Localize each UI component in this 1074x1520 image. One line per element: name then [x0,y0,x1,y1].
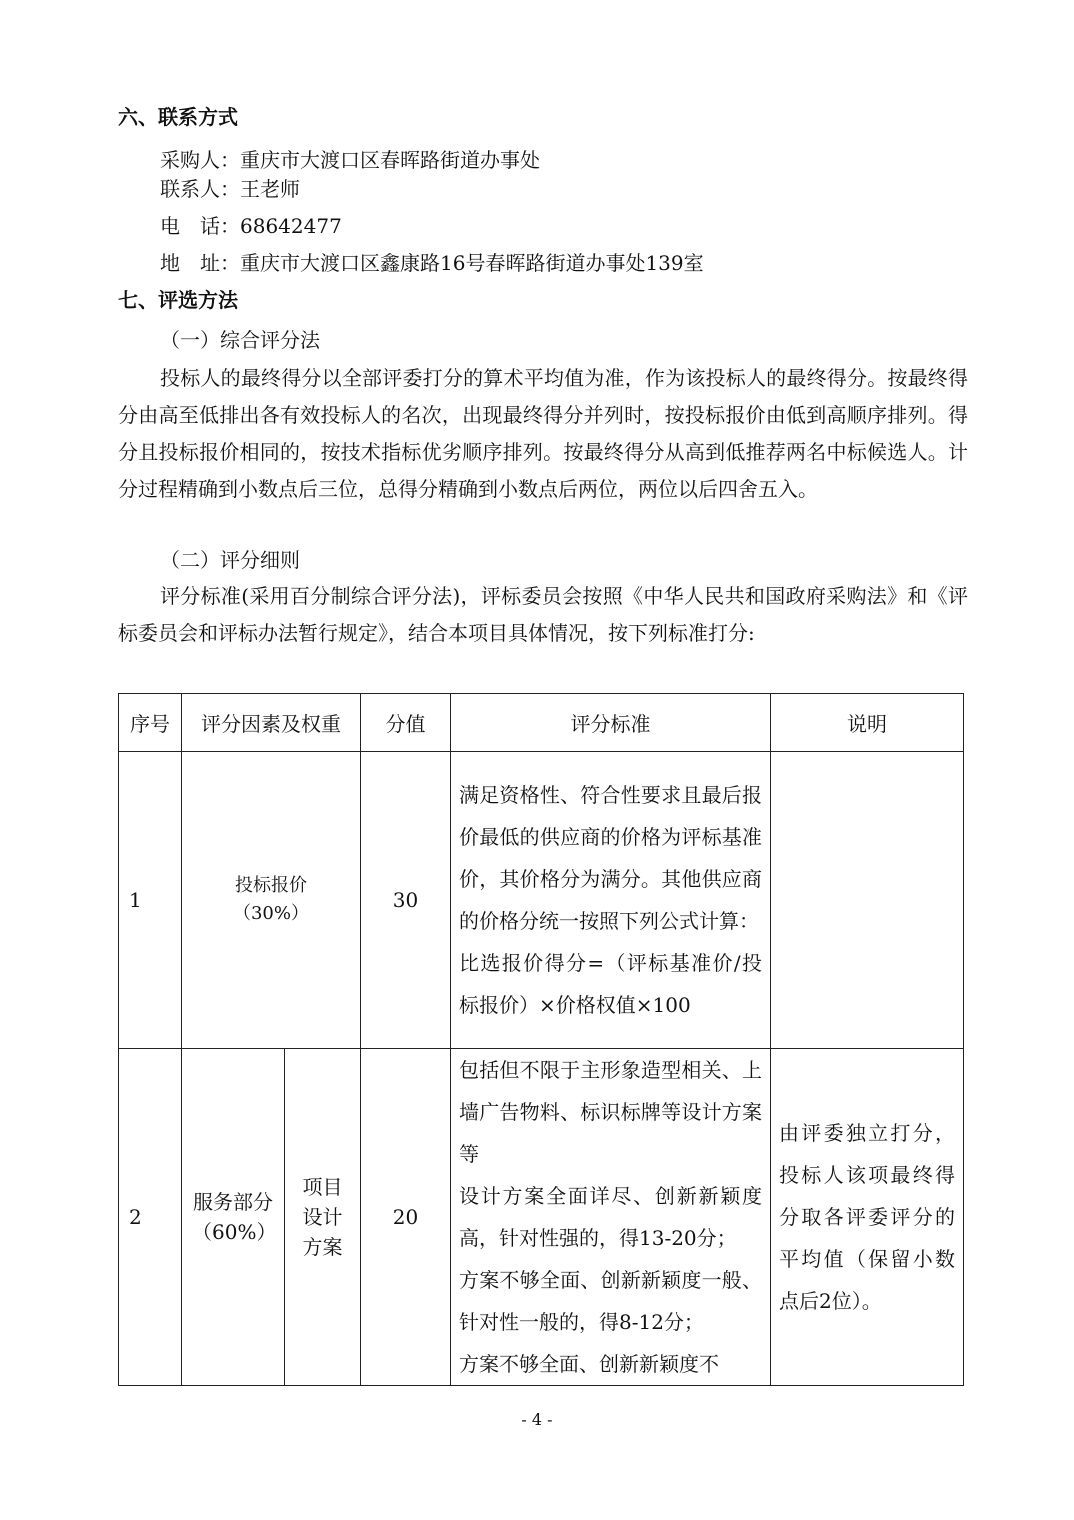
section-6-title: 六、联系方式 [118,105,238,129]
header-score: 分值 [361,694,451,752]
row2-criteria-high: 设计方案全面详尽、创新新颖度高，针对性强的，得13-20分； [459,1184,762,1250]
row2-factor-sub: 项目设计方案 [285,1049,361,1386]
header-seq: 序号 [119,694,182,752]
contact-line: 联系人：王老师 [160,177,300,201]
page-number: - 4 - [521,1410,553,1429]
row2-criteria-scope: 包括但不限于主形象造型相关、上墙广告物料、标识标牌等设计方案等 [459,1058,762,1166]
scoring-standard-paragraph: 评分标准(采用百分制综合评分法)，评标委员会按照《中华人民共和国政府采购法》和《评标委员会和评标办法暂行规定》，结合本项目具体情况，按下列标准打分: [118,584,968,645]
row1-factor [182,752,361,1049]
purchaser-line: 采购人：重庆市大渡口区春晖路街道办事处 [160,148,540,172]
row1-seq: 1 [119,752,182,1049]
row2-score: 20 [361,1049,451,1386]
row1-factor-name: 投标报价 [235,875,307,896]
scoring-method-paragraph: 投标人的最终得分以全部评委打分的算术平均值为准，作为该投标人的最终得分。按最终得分由高至低排出各有效投标人的名次，出现最终得分并列时，按投标报价由低到高顺序排列。得分且投标报价相同的，按技术指标优劣顺序排列。按最终得分从高到低推荐两名中标候选人。计分过程精确到小数点后三位，总得分精确到小数点后两位，两位以后四舍五入。 [118,366,968,501]
row1-criteria-cell [451,752,771,1049]
subsection-2-title: （二）评分细则 [160,548,300,572]
phone-line: 电 话：68642477 [160,214,342,238]
scoring-table [118,693,964,1386]
row2-criteria-cell [451,1049,771,1386]
row1-formula: 比选报价得分=（评标基准价/投标报价）×价格权值×100 [459,951,762,1017]
row2-criteria-mid: 方案不够全面、创新新颖度一般、针对性一般的，得8-12分； [459,1268,762,1334]
row1-factor-weight: （30%） [232,903,309,924]
header-factor: 评分因素及权重 [182,694,361,752]
row1-criteria: 满足资格性、符合性要求且最后报价最低的供应商的价格为评标基准价，其价格分为满分。其他供应商的价格分统一按照下列公式计算： [459,783,762,933]
subsection-1-title: （一）综合评分法 [160,328,320,352]
table-row [119,752,964,1049]
address-line: 地 址：重庆市大渡口区鑫康路16号春晖路街道办事处139室 [160,251,704,275]
row2-seq: 2 [119,1049,182,1386]
row1-score: 30 [361,752,451,1049]
row2-criteria-low: 方案不够全面、创新新颖度不 [459,1352,719,1376]
row2-factor-main: 服务部分（60%） [182,1049,285,1386]
section-7-title: 七、评选方法 [118,288,238,312]
table-header-row [119,694,964,752]
header-criteria: 评分标准 [451,694,771,752]
row1-note [771,752,964,1049]
row2-note: 由评委独立打分，投标人该项最终得分取各评委评分的平均值（保留小数点后2位）。 [771,1049,964,1386]
table-row [119,1049,964,1386]
header-note: 说明 [771,694,964,752]
